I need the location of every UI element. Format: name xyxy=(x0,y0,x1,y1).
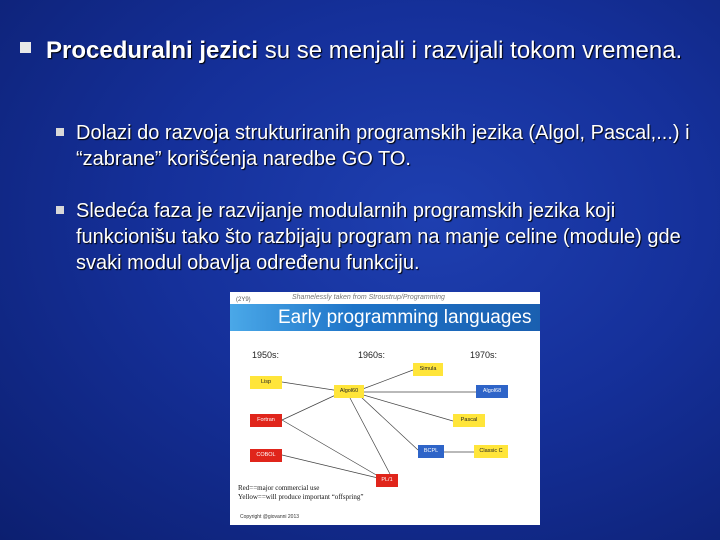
node-algol68: Algol68 xyxy=(476,385,508,398)
node-fortran: Fortran xyxy=(250,414,282,427)
sub-bullet-text: Sledeća faza je razvijanje modularnih programskih jezika koji funkcionišu tako što razbijaju program na manje celine (module) gde svaki modul obavlja određenu funkciju. xyxy=(76,200,681,274)
legend-yellow: Yellow==will produce important “offspring” xyxy=(238,493,364,501)
year-label-1950s: 1950s: xyxy=(252,350,280,360)
edge-algol60-bcpl xyxy=(360,396,418,450)
edge-fortran-algol60 xyxy=(282,393,340,420)
main-bullet-bold: Proceduralni jezici xyxy=(46,37,259,64)
node-bcpl: BCPL xyxy=(418,445,444,458)
figure-legend xyxy=(238,484,363,502)
legend-red: Red==major commercial use xyxy=(238,484,320,492)
main-bullet-text xyxy=(46,36,686,66)
edge-lisp-algol60 xyxy=(282,382,340,391)
early-languages-figure xyxy=(230,292,540,525)
node-pascal: Pascal xyxy=(453,414,485,427)
year-label-1970s: 1970s: xyxy=(470,350,498,360)
edge-algol60-pl1 xyxy=(350,398,390,474)
figure-copyright: Copyright @giovanni 2013 xyxy=(240,514,300,520)
node-algol60: Algol60 xyxy=(334,385,364,398)
main-bullet-rest: su se menjali i razvijali tokom vremena. xyxy=(258,37,683,64)
edge-cobol-pl1 xyxy=(282,455,378,478)
node-pl1: PL/1 xyxy=(376,474,398,487)
edge-algol60-simula xyxy=(360,370,413,390)
square-bullet-icon xyxy=(56,128,64,136)
sub-bullet-text: Dolazi do razvoja strukturiranih programskih jezika (Algol, Pascal,...) i “zabrane” korišćenja naredbe GO TO. xyxy=(76,122,690,170)
figure-logo: (2Y9) xyxy=(236,297,251,303)
figure-title: Early programming languages xyxy=(278,307,532,328)
figure-source-note: Shamelessly taken from Stroustrup/Programming xyxy=(292,294,445,301)
node-simula: Simula xyxy=(413,363,443,376)
node-classic-c: Classic C xyxy=(474,445,508,458)
edge-algol60-pascal xyxy=(360,394,453,421)
node-cobol: COBOL xyxy=(250,449,282,462)
edge-fortran-pl1 xyxy=(282,420,378,476)
square-bullet-icon xyxy=(20,42,31,53)
square-bullet-icon xyxy=(56,206,64,214)
year-label-1960s: 1960s: xyxy=(358,350,386,360)
node-lisp: Lisp xyxy=(250,376,282,389)
